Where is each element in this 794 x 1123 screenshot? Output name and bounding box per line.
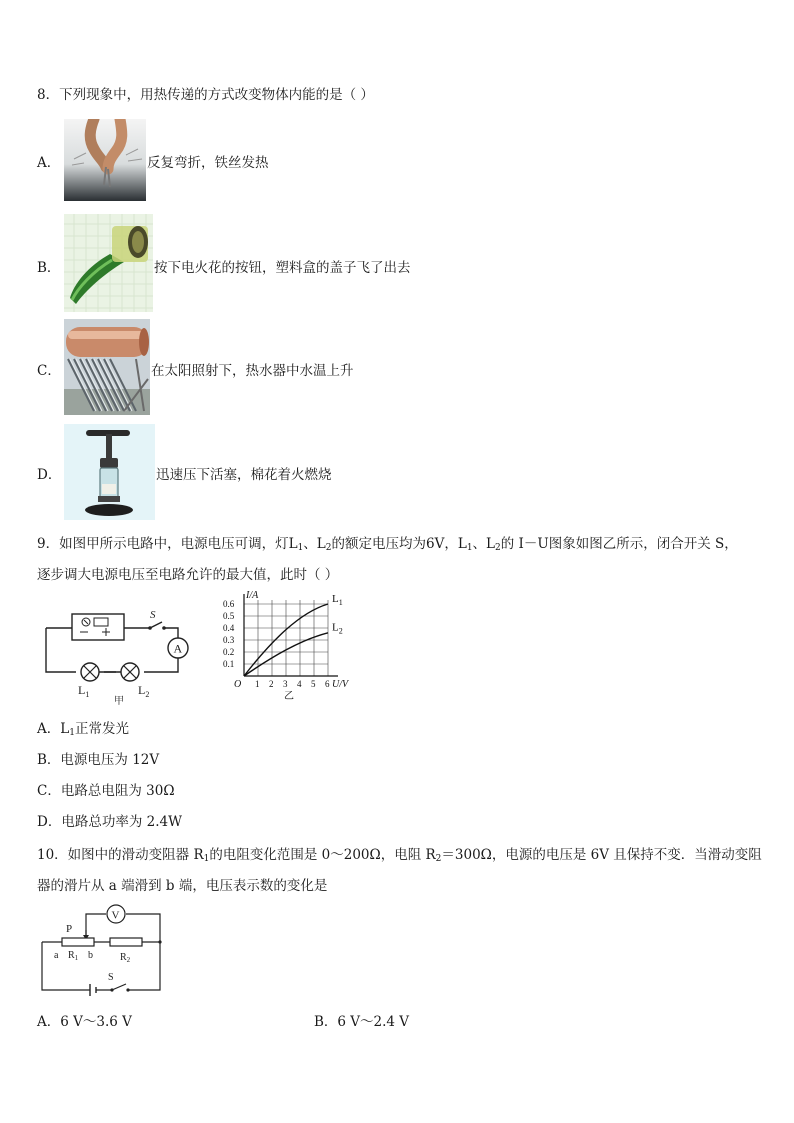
- svg-text:L1: $L_1$: [78, 683, 90, 699]
- y-tick-label: 0.5: [223, 611, 235, 621]
- y-tick-label: 0.1: [223, 659, 235, 669]
- q8-option-d-text: 迅速压下活塞，棉花着火燃烧: [156, 467, 332, 483]
- q9-stem-line2: 逐步调大电源电压至电路允许的最大值，此时（ ）: [37, 567, 339, 583]
- svg-text:b: b: [88, 950, 93, 961]
- q10-figure-circuit: [38, 904, 166, 998]
- q8-option-d-letter: D．: [37, 467, 62, 483]
- y-tick-label: 0.3: [223, 635, 235, 645]
- y-tick-label: 0.4: [223, 623, 235, 633]
- figure-caption-yi: 乙: [284, 691, 294, 700]
- switch-label: S: [150, 609, 156, 621]
- q10-option-b: B．6 V～2.4 V: [314, 1014, 410, 1030]
- svg-text:L2: $L_2$: [138, 683, 150, 699]
- voltmeter-label: V: [111, 909, 120, 922]
- q8-option-d-image: [64, 424, 155, 520]
- q9-figure-jia-circuit: [38, 600, 198, 708]
- x-tick-label: 6: [325, 679, 330, 689]
- curve-l1-label: $L_1$: [332, 593, 343, 607]
- origin-label: O: [234, 679, 242, 690]
- q8-option-b-text: 按下电火花的按钮，塑料盒的盖子飞了出去: [154, 260, 411, 276]
- q10-stem-line1: 10．如图中的滑动变阻器 $R_1$的电阻变化范围是 0～200Ω，电阻 $R_2=300\Omega$，电源的电压是 6V 且保持不变．当滑动变阻: [37, 847, 762, 864]
- q8-option-b-letter: B．: [37, 260, 61, 276]
- q8-option-a-letter: A．: [37, 155, 61, 171]
- x-tick-label: 4: [297, 679, 302, 689]
- x-tick-label: 1: [255, 679, 260, 689]
- figure-caption-jia: 甲: [114, 696, 124, 707]
- curve-l2-label: $L_2$: [332, 621, 343, 636]
- svg-text:P: P: [66, 923, 73, 935]
- q8-option-a-text: 反复弯折，铁丝发热: [147, 155, 269, 171]
- q8-option-a-image: [64, 119, 146, 201]
- q9-option-d: D．电路总功率为 2.4W: [37, 814, 182, 830]
- q9-option-b: B．电源电压为 12V: [37, 752, 160, 768]
- q8-option-b-image: [64, 214, 153, 312]
- q9-option-c: C．电路总电阻为 30Ω: [37, 783, 175, 799]
- svg-text:R1: $R_1$: [68, 950, 79, 962]
- q8-stem: 8．下列现象中，用热传递的方式改变物体内能的是（ ）: [37, 87, 374, 103]
- q8-option-c-text: 在太阳照射下，热水器中水温上升: [151, 363, 354, 379]
- q9-option-a: A．$L_1$正常发光: [37, 721, 129, 738]
- q10-option-a: A．6 V～3.6 V: [37, 1014, 132, 1030]
- q10-stem-line2: 器的滑片从 a 端滑到 b 端，电压表示数的变化是: [37, 878, 328, 894]
- svg-text:S: S: [108, 972, 114, 983]
- x-tick-label: 3: [283, 679, 288, 689]
- q9-figure-yi-graph: [220, 588, 360, 700]
- svg-text:R2: $R_2$: [120, 952, 131, 964]
- x-tick-label: 2: [269, 679, 274, 689]
- svg-text:a: a: [54, 950, 59, 961]
- ammeter-label: A: [173, 641, 183, 656]
- y-tick-label: 0.2: [223, 647, 235, 657]
- x-tick-label: 5: [311, 679, 316, 689]
- y-axis-label: I/A: [246, 590, 259, 601]
- q8-option-c-letter: C．: [37, 363, 61, 379]
- q9-stem-line1: 9．如图甲所示电路中，电源电压可调，灯$L_1$、$L_2$的额定电压均为6V，$L_1$、$L_2$的 I－U图象如图乙所示，闭合开关 S，: [37, 536, 738, 553]
- q8-option-c-image: [64, 319, 150, 415]
- x-axis-label: U/V: [332, 679, 349, 690]
- y-tick-label: 0.6: [223, 599, 235, 609]
